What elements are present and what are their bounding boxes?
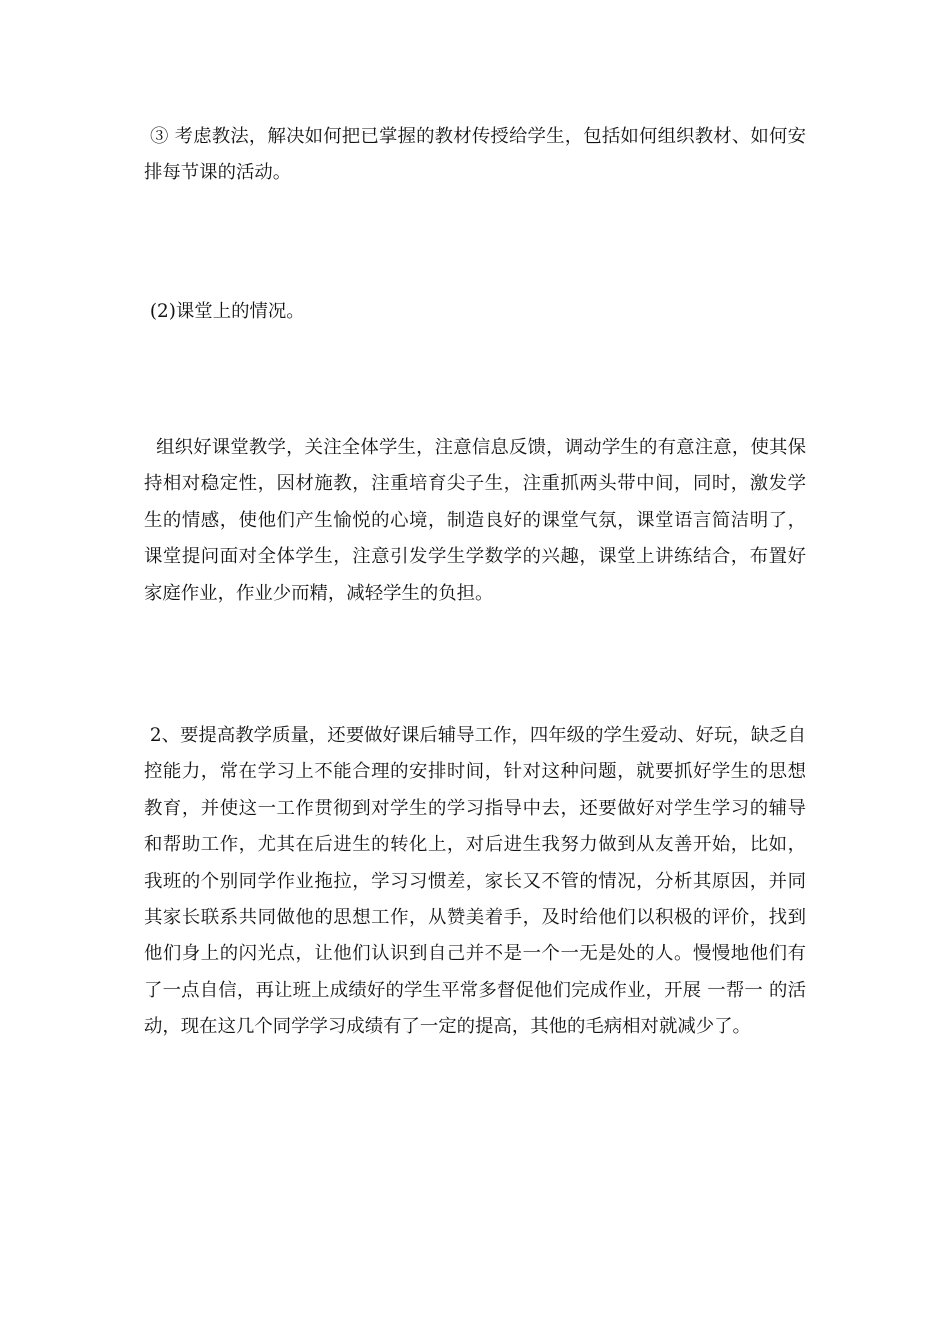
paragraph-after-class-tutoring: 2、要提高教学质量，还要做好课后辅导工作，四年级的学生爱动、好玩，缺乏自控能力，常在学习上不能合理的安排时间，针对这种问题，就要抓好学生的思想教育，并使这一工作贯彻到对学生的学习指导中去，还要做好对学生学习的辅导和帮助工作，尤其在后进生的转化上，对后进生我努力做到从友善开始，比如，我班的个别同学作业拖拉，学习习惯差，家长又不管的情况，分析其原因，并同其家长联系共同做他的思想工作，从赞美着手，及时给他们以积极的评价，找到他们身上的闪光点，让他们认识到自己并不是一个一无是处的人。慢慢地他们有了一点自信，再让班上成绩好的学生平常多督促他们完成作业，开展 一帮一 的活动，现在这几个同学学习成绩有了一定的提高，其他的毛病相对就减少了。: [144, 725, 806, 1038]
paragraph-classroom-heading: (2)课堂上的情况。: [144, 301, 305, 322]
paragraph-classroom-teaching: 组织好课堂教学，关注全体学生，注意信息反馈，调动学生的有意注意，使其保持相对稳定性，因材施教，注重培育尖子生，注重抓两头带中间，同时，激发学生的情感，使他们产生愉悦的心境，制造良好的课堂气氛，课堂语言简洁明了，课堂提问面对全体学生，注意引发学生学数学的兴趣，课堂上讲练结合，布置好家庭作业，作业少而精，减轻学生的负担。: [144, 437, 806, 604]
paragraph-teaching-method: ③ 考虑教法，解决如何把已掌握的教材传授给学生，包括如何组织教材、如何安排每节课的活动。: [144, 126, 806, 184]
